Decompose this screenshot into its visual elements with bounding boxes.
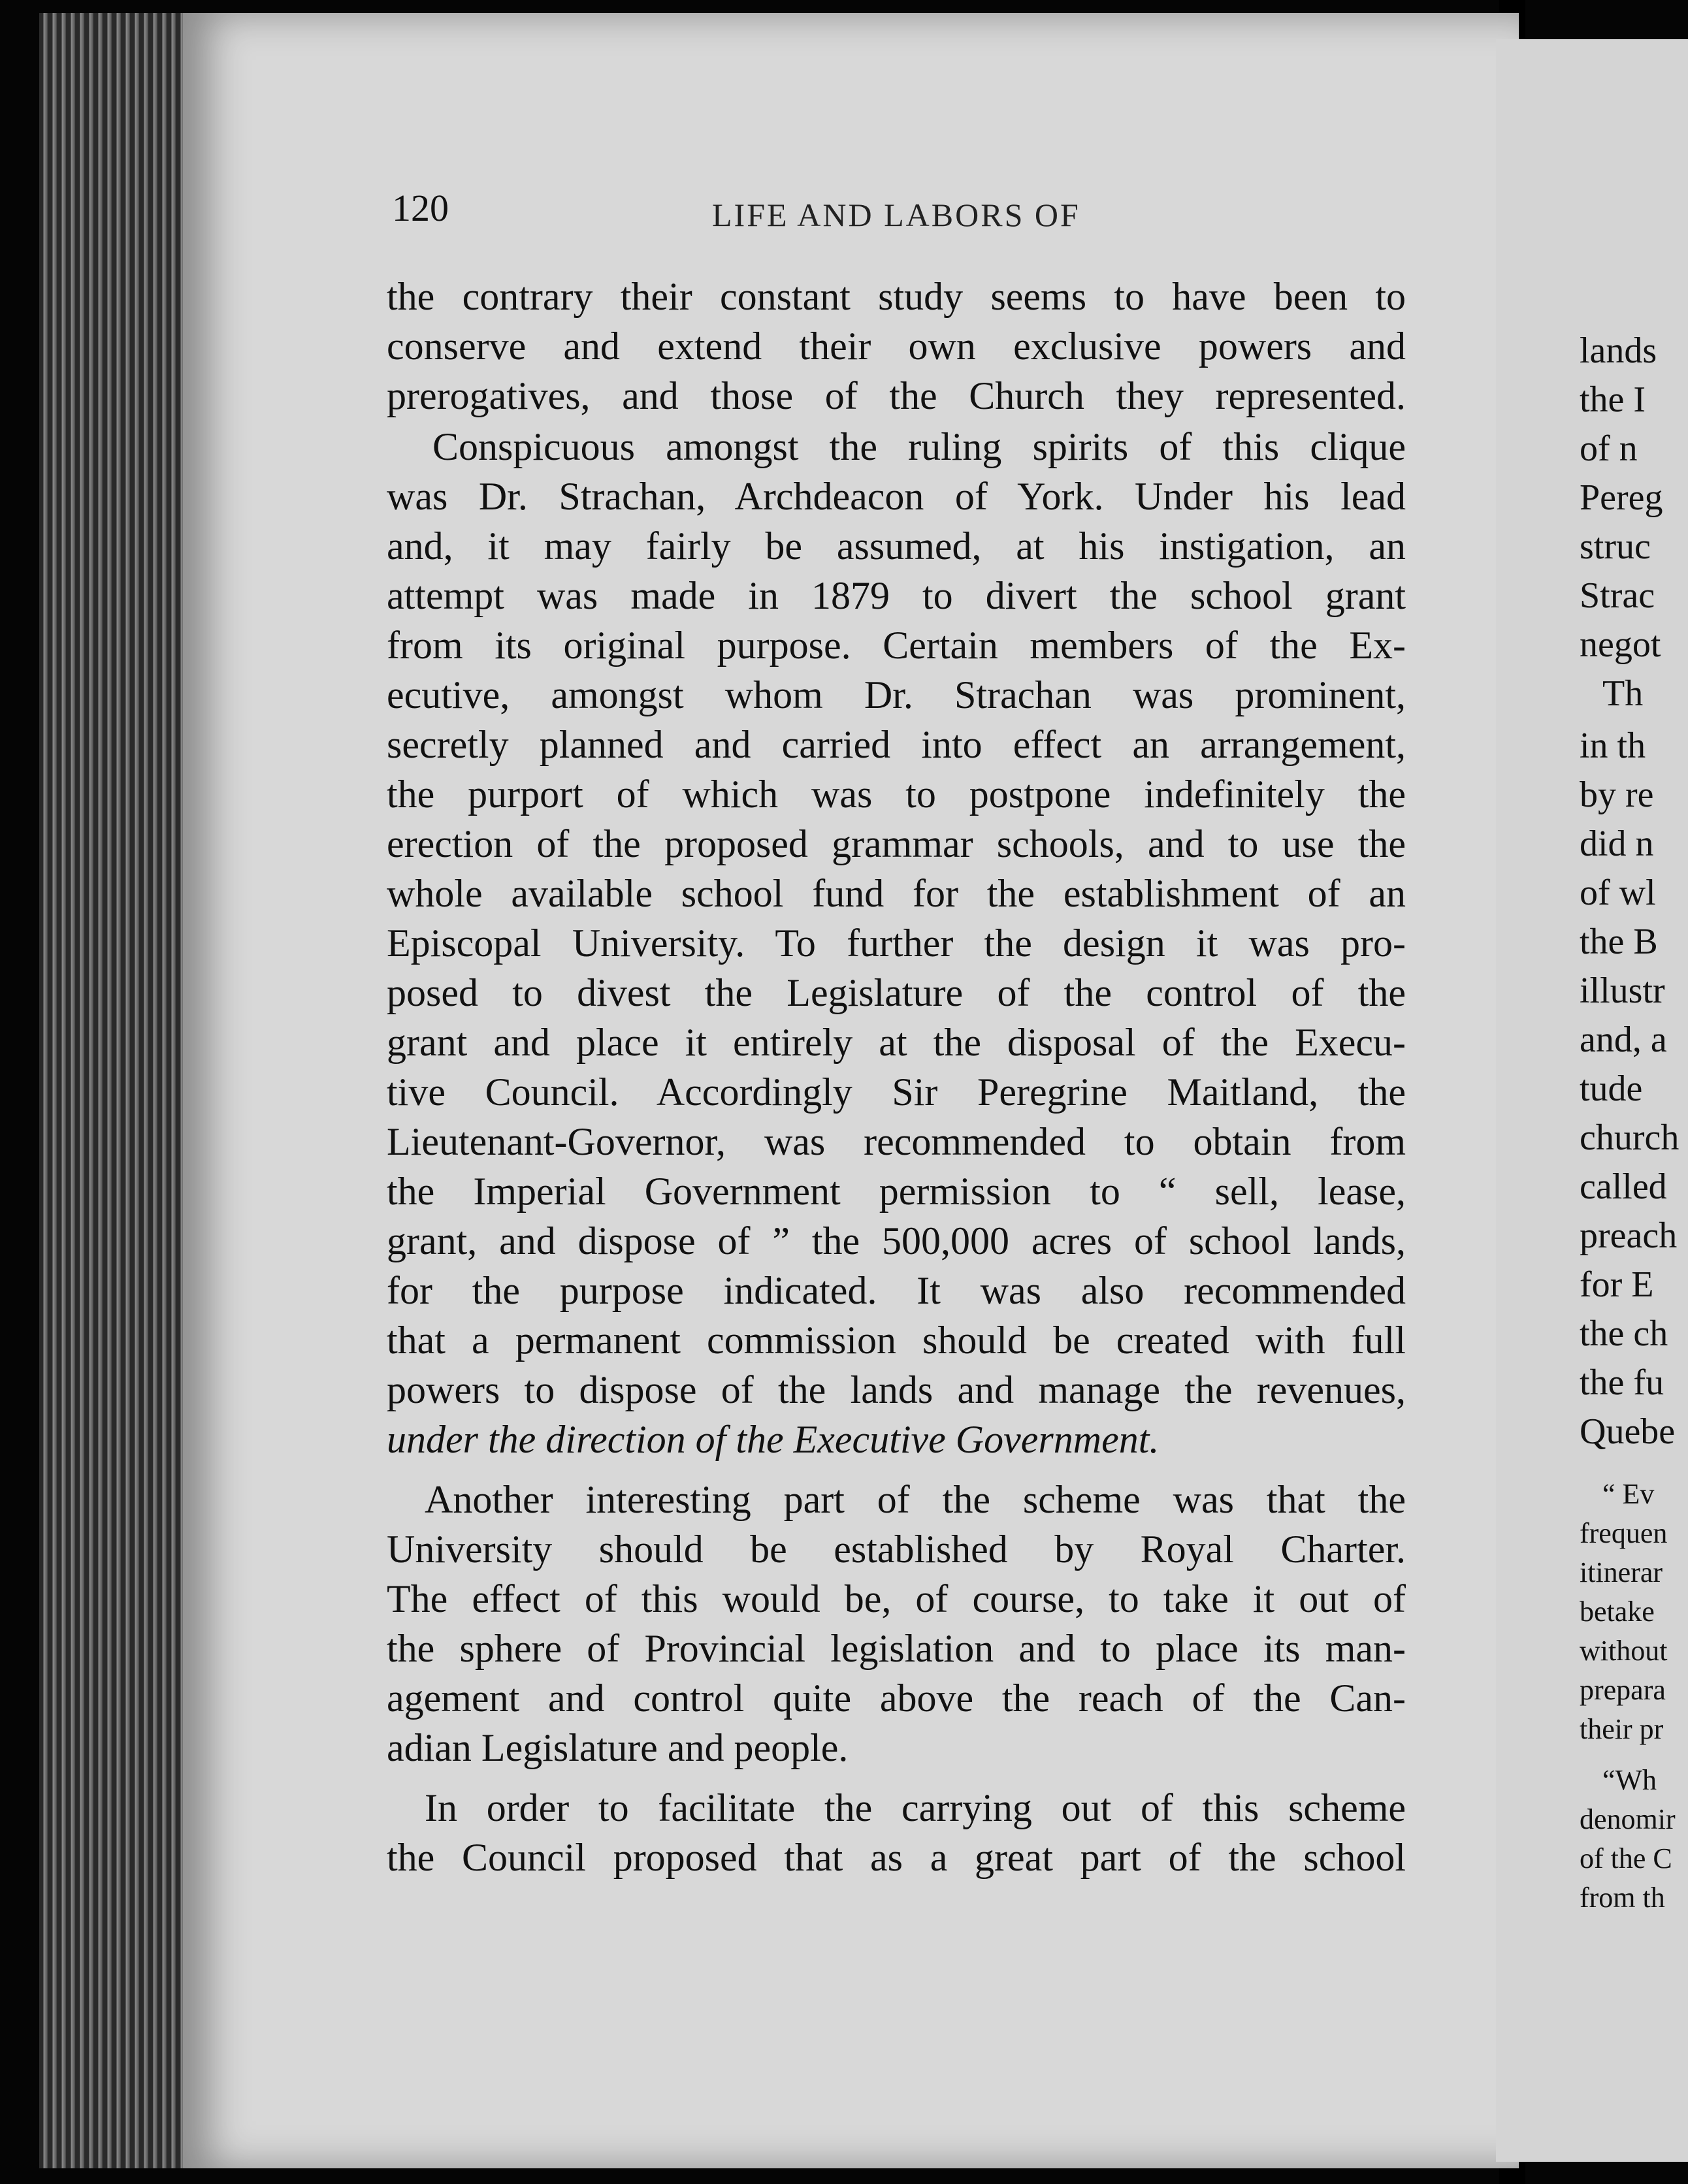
text-line: in th (1580, 726, 1646, 766)
text-line: the purport of which was to postpone indefinitely the (387, 773, 1406, 816)
footnote-line: “Wh (1602, 1764, 1657, 1796)
text-line: secretly planned and carried into effect an arrangement, (387, 723, 1406, 766)
text-line: the contrary their constant study seems to have been to (387, 275, 1406, 318)
text-line: the Imperial Government permission to “ sell, lease, (387, 1170, 1406, 1213)
text-line: for E (1580, 1264, 1654, 1305)
text-line: Pereg (1580, 477, 1663, 518)
footnote-line: itinerar (1580, 1556, 1663, 1588)
text-line: was Dr. Strachan, Archdeacon of York. Under his lead (387, 475, 1406, 518)
text-line: agement and control quite above the reach of the Can- (387, 1677, 1406, 1720)
footnote-line: denomir (1580, 1803, 1676, 1835)
text-line: ecutive, amongst whom Dr. Strachan was prominent, (387, 673, 1406, 716)
text-line: the ch (1580, 1313, 1668, 1354)
page-number: 120 (392, 187, 449, 229)
text-line: Th (1602, 673, 1644, 714)
text-line: of wl (1580, 873, 1656, 913)
text-line: did n (1580, 824, 1654, 864)
page-edges (39, 13, 186, 2168)
footnote-line: prepara (1580, 1674, 1666, 1706)
text-line: the I (1580, 379, 1646, 420)
text-line: the B (1580, 922, 1658, 962)
text-line: powers to dispose of the lands and manage the revenues, (387, 1368, 1406, 1411)
text-line: grant, and dispose of ” the 500,000 acres of school lands, (387, 1219, 1406, 1262)
text-line: posed to divest the Legislature of the control of the (387, 971, 1406, 1014)
text-line: Another interesting part of the scheme was that the (425, 1478, 1406, 1521)
right-page-text (1580, 0, 1688, 2184)
text-line: prerogatives, and those of the Church they represented. (387, 374, 1406, 417)
text-line: preach (1580, 1215, 1678, 1256)
text-line: Strac (1580, 575, 1655, 616)
footnote-line: their pr (1580, 1713, 1664, 1745)
text-line: Lieutenant-Governor, was recommended to obtain from (387, 1120, 1406, 1163)
text-line: for the purpose indicated. It was also recommended (387, 1269, 1406, 1312)
text-line: adian Legislature and people. (387, 1726, 849, 1769)
text-line: whole available school fund for the establishment of an (387, 872, 1406, 915)
footnote-line: “ Ev (1602, 1478, 1655, 1510)
text-line: attempt was made in 1879 to divert the school grant (387, 574, 1406, 617)
footnote-line: of the C (1580, 1842, 1672, 1874)
text-line: and, it may fairly be assumed, at his instigation, an (387, 524, 1406, 568)
text-line: University should be established by Royal Charter. (387, 1528, 1406, 1571)
text-line: from its original purpose. Certain members of the Ex- (387, 624, 1406, 667)
footnote-line: without (1580, 1635, 1668, 1667)
text-line: tude (1580, 1068, 1643, 1109)
text-line: conserve and extend their own exclusive powers and (387, 325, 1406, 368)
text-line: tive Council. Accordingly Sir Peregrine Maitland, the (387, 1070, 1406, 1114)
text-line: erection of the proposed grammar schools, and to use the (387, 822, 1406, 865)
text-line: grant and place it entirely at the disposal of the Execu- (387, 1021, 1406, 1064)
footnote-line: betake (1580, 1596, 1655, 1628)
text-line: and, a (1580, 1020, 1667, 1060)
text-line: church (1580, 1117, 1680, 1158)
running-title: LIFE AND LABORS OF (712, 197, 1080, 233)
text-line: In order to facilitate the carrying out of this scheme (425, 1786, 1406, 1829)
text-line: lands (1580, 330, 1657, 371)
text-line: the sphere of Provincial legislation and to place its man- (387, 1627, 1406, 1670)
text-line: the Council proposed that as a great part of the school (387, 1836, 1406, 1879)
text-line: Quebe (1580, 1411, 1676, 1452)
text-line: Conspicuous amongst the ruling spirits of this clique (432, 425, 1406, 468)
text-line: The effect of this would be, of course, to take it out of (387, 1577, 1406, 1620)
footnote-line: from th (1580, 1882, 1665, 1914)
text-line: that a permanent commission should be created with full (387, 1319, 1406, 1362)
text-line: called (1580, 1166, 1667, 1207)
text-line: struc (1580, 526, 1651, 567)
text-line: by re (1580, 775, 1654, 815)
footnote-line: frequen (1580, 1517, 1668, 1549)
text-line: of n (1580, 428, 1638, 469)
text-line: negot (1580, 624, 1661, 665)
text-line: Episcopal University. To further the design it was pro- (387, 922, 1406, 965)
text-line: the fu (1580, 1362, 1664, 1403)
text-line-italic: under the direction of the Executive Government. (387, 1418, 1160, 1461)
text-line: illustr (1580, 971, 1665, 1011)
